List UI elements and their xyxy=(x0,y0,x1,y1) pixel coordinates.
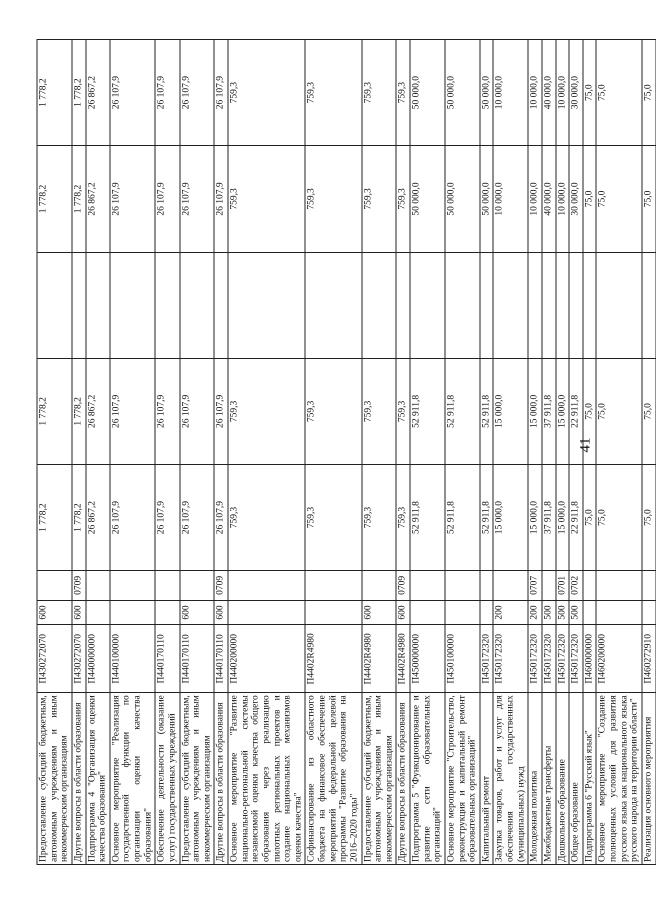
row-value: 52 911,8 xyxy=(410,358,445,464)
table-row xyxy=(37,40,72,865)
row-name: Основное мероприятие "Развитие национально-региональной системы независимой оценки качества общего образования через реализацию пилотных региональных проектов и создание национальных механизмов оценки качества" xyxy=(228,693,305,865)
row-code: П440100000 xyxy=(110,625,156,693)
row-expense-type xyxy=(410,600,445,625)
row-value: 26 107,9 xyxy=(110,40,156,146)
row-name: Общее образование xyxy=(569,693,583,865)
row-value: 75,0 xyxy=(596,40,642,146)
row-value: 759,3 xyxy=(362,464,397,570)
row-value: 10 000,0 xyxy=(556,146,570,252)
row-value: 52 911,8 xyxy=(445,464,480,570)
row-name: Другие вопросы в области образования xyxy=(72,693,86,865)
row-value: 26 867,2 xyxy=(86,464,110,570)
row-value: 26 107,9 xyxy=(214,40,228,146)
row-value: 1 778,2 xyxy=(72,40,86,146)
row-section xyxy=(362,571,397,600)
row-value: 26 107,9 xyxy=(155,464,179,570)
row-value xyxy=(362,252,397,358)
row-value xyxy=(583,252,597,358)
row-value: 37 911,8 xyxy=(542,358,556,464)
table-row xyxy=(642,40,656,865)
row-code: П440170110 xyxy=(155,625,179,693)
table-row xyxy=(180,40,215,865)
table-row xyxy=(86,40,110,865)
row-code: П450172320 xyxy=(493,625,528,693)
row-value xyxy=(180,252,215,358)
row-value xyxy=(86,252,110,358)
row-value: 759,3 xyxy=(396,358,410,464)
row-value: 759,3 xyxy=(362,146,397,252)
table-row xyxy=(228,40,305,865)
row-section xyxy=(86,571,110,600)
row-name: Подпрограмма 5 "Функционирование и развитие сети образовательных организаций" xyxy=(410,693,445,865)
row-name: Молодежная политика xyxy=(528,693,542,865)
row-section xyxy=(596,571,642,600)
row-value: 50 000,0 xyxy=(480,146,494,252)
row-value xyxy=(396,252,410,358)
row-value: 26 107,9 xyxy=(110,464,156,570)
row-value: 75,0 xyxy=(642,146,656,252)
row-value: 26 107,9 xyxy=(214,464,228,570)
row-value: 52 911,8 xyxy=(410,464,445,570)
row-code: П450172320 xyxy=(542,625,556,693)
budget-table xyxy=(37,39,656,865)
row-value: 40 000,0 xyxy=(542,40,556,146)
row-value: 10 000,0 xyxy=(493,40,528,146)
budget-table-body xyxy=(37,40,656,865)
row-expense-type: 600 xyxy=(180,600,215,625)
row-section xyxy=(583,571,597,600)
row-code: П450000000 xyxy=(410,625,445,693)
table-row xyxy=(214,40,228,865)
row-value xyxy=(305,252,361,358)
row-value: 759,3 xyxy=(396,40,410,146)
row-expense-type: 200 xyxy=(528,600,542,625)
row-expense-type: 600 xyxy=(396,600,410,625)
table-row xyxy=(72,40,86,865)
row-value: 1 778,2 xyxy=(37,40,72,146)
row-code: П450172320 xyxy=(556,625,570,693)
row-value: 26 107,9 xyxy=(155,358,179,464)
row-value: 759,3 xyxy=(396,146,410,252)
table-row xyxy=(583,40,597,865)
row-code: П450172320 xyxy=(528,625,542,693)
row-section xyxy=(110,571,156,600)
row-value xyxy=(72,252,86,358)
row-value: 1 778,2 xyxy=(72,358,86,464)
row-value: 15 000,0 xyxy=(556,464,570,570)
row-code: П4402R4980 xyxy=(396,625,410,693)
row-code: П450172320 xyxy=(569,625,583,693)
row-value: 759,3 xyxy=(228,146,305,252)
row-expense-type xyxy=(642,600,656,625)
row-value: 75,0 xyxy=(596,358,642,464)
table-row xyxy=(410,40,445,865)
row-value: 759,3 xyxy=(396,464,410,570)
table-row xyxy=(396,40,410,865)
row-value: 1 778,2 xyxy=(72,146,86,252)
table-row xyxy=(445,40,480,865)
row-value: 52 911,8 xyxy=(480,464,494,570)
row-value: 30 000,0 xyxy=(569,146,583,252)
row-value: 759,3 xyxy=(362,40,397,146)
row-value: 759,3 xyxy=(228,40,305,146)
row-value: 26 107,9 xyxy=(180,358,215,464)
row-name: Основное мероприятие "Создание полноценных условий для развития русского языка как национального языка русского народа на территории области" xyxy=(596,693,642,865)
row-section xyxy=(493,571,528,600)
row-value: 26 107,9 xyxy=(155,146,179,252)
row-value: 10 000,0 xyxy=(528,146,542,252)
row-value: 26 107,9 xyxy=(155,40,179,146)
row-value xyxy=(214,252,228,358)
page-number: 41 xyxy=(577,437,594,453)
row-expense-type: 500 xyxy=(556,600,570,625)
row-expense-type xyxy=(228,600,305,625)
row-value: 1 778,2 xyxy=(37,358,72,464)
row-value: 30 000,0 xyxy=(569,40,583,146)
row-section xyxy=(410,571,445,600)
row-value: 50 000,0 xyxy=(445,40,480,146)
row-value xyxy=(569,252,583,358)
table-row xyxy=(556,40,570,865)
row-expense-type: 600 xyxy=(214,600,228,625)
row-value: 40 000,0 xyxy=(542,146,556,252)
row-value: 759,3 xyxy=(305,40,361,146)
row-value: 759,3 xyxy=(305,146,361,252)
row-value: 50 000,0 xyxy=(445,146,480,252)
row-name: Другие вопросы в области образования xyxy=(396,693,410,865)
row-name: Предоставление субсидий бюджетным, автономным учреждениям и иным некоммерческим организациям xyxy=(37,693,72,865)
row-value xyxy=(493,252,528,358)
row-value: 15 000,0 xyxy=(493,358,528,464)
row-name: Закупка товаров, работ и услуг для обеспечения государственных (муниципальных) нужд xyxy=(493,693,528,865)
table-row xyxy=(155,40,179,865)
row-code: П450100000 xyxy=(445,625,480,693)
row-expense-type: 500 xyxy=(542,600,556,625)
row-value: 15 000,0 xyxy=(528,358,542,464)
row-code: П440200000 xyxy=(228,625,305,693)
row-value: 75,0 xyxy=(596,146,642,252)
row-value: 15 000,0 xyxy=(528,464,542,570)
row-value: 50 000,0 xyxy=(410,146,445,252)
row-value: 26 867,2 xyxy=(86,40,110,146)
row-value xyxy=(642,252,656,358)
row-value: 52 911,8 xyxy=(480,358,494,464)
row-name: Реализация основного мероприятия xyxy=(642,693,656,865)
row-value: 75,0 xyxy=(583,358,597,464)
row-value: 75,0 xyxy=(642,40,656,146)
row-name: Подпрограмма 4 "Организация оценки качества образования" xyxy=(86,693,110,865)
row-value: 26 107,9 xyxy=(180,146,215,252)
row-value: 10 000,0 xyxy=(556,40,570,146)
row-expense-type xyxy=(596,600,642,625)
row-section xyxy=(480,571,494,600)
row-value: 22 911,8 xyxy=(569,358,583,464)
row-section: 0707 xyxy=(528,571,542,600)
table-row xyxy=(480,40,494,865)
row-name: Капитальный ремонт xyxy=(480,693,494,865)
row-section xyxy=(37,571,72,600)
row-value: 15 000,0 xyxy=(493,464,528,570)
row-value xyxy=(37,252,72,358)
table-row xyxy=(542,40,556,865)
row-value: 50 000,0 xyxy=(480,40,494,146)
table-row xyxy=(528,40,542,865)
row-expense-type xyxy=(155,600,179,625)
table-row xyxy=(110,40,156,865)
row-expense-type xyxy=(110,600,156,625)
row-expense-type: 200 xyxy=(493,600,528,625)
row-value xyxy=(480,252,494,358)
row-value: 26 107,9 xyxy=(214,358,228,464)
row-value xyxy=(228,252,305,358)
row-section xyxy=(180,571,215,600)
row-name: Другие вопросы в области образования xyxy=(214,693,228,865)
row-name: Предоставление субсидий бюджетным, автономным учреждениям и иным некоммерческим организациям xyxy=(362,693,397,865)
row-value: 759,3 xyxy=(305,358,361,464)
row-value xyxy=(445,252,480,358)
row-value: 52 911,8 xyxy=(445,358,480,464)
row-value: 37 911,8 xyxy=(542,464,556,570)
row-section xyxy=(445,571,480,600)
row-value xyxy=(110,252,156,358)
table-row xyxy=(493,40,528,865)
row-section: 0701 xyxy=(556,571,570,600)
row-code: П430272070 xyxy=(37,625,72,693)
row-value: 22 911,8 xyxy=(569,464,583,570)
row-value xyxy=(556,252,570,358)
row-value: 50 000,0 xyxy=(410,40,445,146)
row-code: П440170110 xyxy=(180,625,215,693)
row-value xyxy=(596,252,642,358)
row-value xyxy=(542,252,556,358)
row-name: Подпрограмма 6 "Русский язык" xyxy=(583,693,597,865)
row-value: 26 867,2 xyxy=(86,146,110,252)
row-expense-type xyxy=(305,600,361,625)
table-row xyxy=(362,40,397,865)
row-section xyxy=(642,571,656,600)
row-expense-type xyxy=(480,600,494,625)
row-value: 15 000,0 xyxy=(556,358,570,464)
row-code: П460000000 xyxy=(583,625,597,693)
row-value: 26 107,9 xyxy=(110,358,156,464)
row-expense-type xyxy=(583,600,597,625)
row-code: П430272070 xyxy=(72,625,86,693)
row-expense-type: 600 xyxy=(362,600,397,625)
table-row xyxy=(305,40,361,865)
row-name: Основное мероприятие "Реализация государственной функции по организации оценки качества образования" xyxy=(110,693,156,865)
row-value: 1 778,2 xyxy=(37,464,72,570)
row-value: 759,3 xyxy=(362,358,397,464)
row-name: Межбюджетные трансферты xyxy=(542,693,556,865)
table-row xyxy=(569,40,583,865)
row-name: Предоставление субсидий бюджетным, автономным учреждениям и иным некоммерческим организациям xyxy=(180,693,215,865)
row-value: 759,3 xyxy=(228,358,305,464)
row-value: 759,3 xyxy=(228,464,305,570)
row-value xyxy=(155,252,179,358)
row-code: П460272910 xyxy=(642,625,656,693)
row-expense-type xyxy=(86,600,110,625)
row-value: 26 107,9 xyxy=(180,40,215,146)
row-name: Основное мероприятие "Строительство, реконструкция и капитальный ремонт образовательных организаций" xyxy=(445,693,480,865)
row-value: 26 107,9 xyxy=(110,146,156,252)
row-section: 0702 xyxy=(569,571,583,600)
row-section xyxy=(305,571,361,600)
row-section xyxy=(155,571,179,600)
row-section: 0709 xyxy=(72,571,86,600)
row-code: П4402R4980 xyxy=(305,625,361,693)
row-value: 10 000,0 xyxy=(493,146,528,252)
row-code: П460200000 xyxy=(596,625,642,693)
row-value: 1 778,2 xyxy=(37,146,72,252)
row-code: П450172320 xyxy=(480,625,494,693)
row-value xyxy=(410,252,445,358)
row-section xyxy=(542,571,556,600)
row-code: П440170110 xyxy=(214,625,228,693)
row-value: 75,0 xyxy=(642,358,656,464)
table-row xyxy=(596,40,642,865)
row-value: 75,0 xyxy=(583,40,597,146)
row-name: Дошкольное образование xyxy=(556,693,570,865)
row-value: 10 000,0 xyxy=(528,40,542,146)
row-section: 0709 xyxy=(396,571,410,600)
row-section: 0709 xyxy=(214,571,228,600)
row-value xyxy=(528,252,542,358)
row-code: П4402R4980 xyxy=(362,625,397,693)
row-value: 1 778,2 xyxy=(72,464,86,570)
row-name: Обеспечение деятельности (оказание услуг) государственных учреждений xyxy=(155,693,179,865)
row-expense-type: 600 xyxy=(72,600,86,625)
row-value: 75,0 xyxy=(596,464,642,570)
row-section xyxy=(228,571,305,600)
row-value: 26 107,9 xyxy=(180,464,215,570)
row-value: 26 107,9 xyxy=(214,146,228,252)
row-value: 75,0 xyxy=(642,464,656,570)
row-name: Софинансирование из областного бюджета на финансовое обеспечение мероприятий федеральной целевой программы "Развитие образования на 2016–2020 годы" xyxy=(305,693,361,865)
row-value: 75,0 xyxy=(583,464,597,570)
row-value: 759,3 xyxy=(305,464,361,570)
row-expense-type xyxy=(445,600,480,625)
row-code: П440000000 xyxy=(86,625,110,693)
row-value: 26 867,2 xyxy=(86,358,110,464)
row-expense-type: 600 xyxy=(37,600,72,625)
row-value: 75,0 xyxy=(583,146,597,252)
row-expense-type: 500 xyxy=(569,600,583,625)
